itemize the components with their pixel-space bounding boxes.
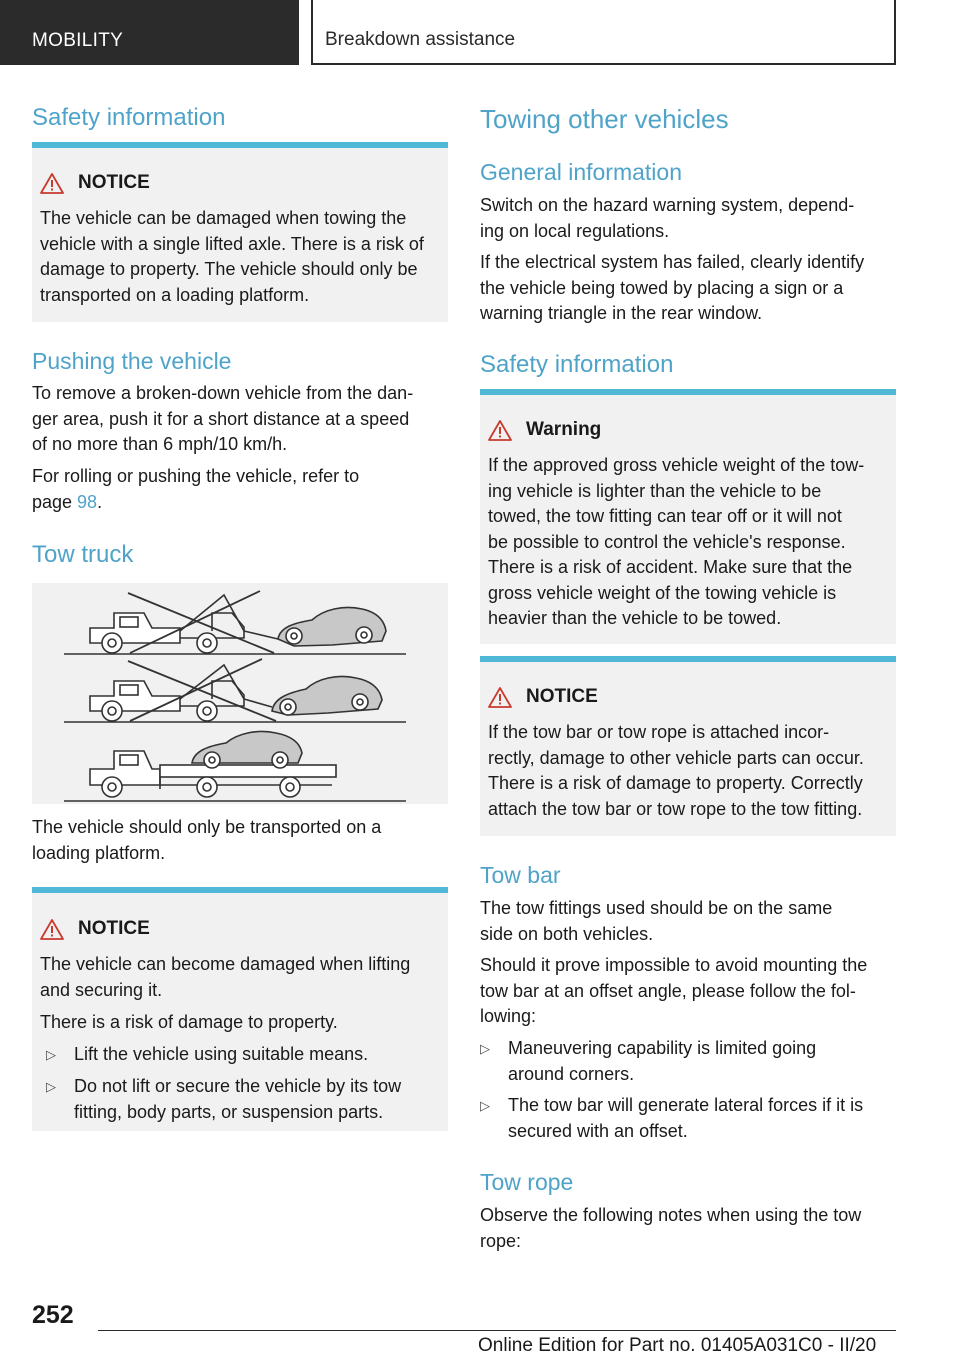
bullet-triangle-icon: ▷ [480, 1041, 490, 1056]
list-item-text [74, 1074, 442, 1125]
text-line: rectly, damage to other vehicle parts can occur. [488, 747, 864, 768]
tow-bar-paragraph-2 [480, 953, 896, 1030]
row-3-car [192, 731, 302, 768]
text-line: Observe the following notes when using the tow [480, 1205, 862, 1225]
warning-box-label: Warning [526, 419, 602, 440]
warning-triangle-icon [488, 687, 512, 708]
list-item-text [508, 1036, 896, 1087]
tow-rope-paragraph [480, 1203, 896, 1254]
notice-box-1-label: NOTICE [78, 172, 150, 193]
page-reference-link[interactable]: 98 [77, 491, 98, 512]
text-line: The tow bar will generate lateral forces if it is [508, 1095, 864, 1115]
text-fragment: . [97, 491, 103, 512]
header-chapter-label: Breakdown assistance [325, 29, 516, 50]
text-line: secured with an offset. [508, 1120, 688, 1141]
text-line: lowing: [480, 1006, 537, 1026]
text-line [32, 490, 448, 516]
pushing-heading: Pushing the vehicle [32, 348, 232, 374]
notice-box-3-label: NOTICE [526, 686, 598, 707]
text-line: transported on a loading platform. [40, 284, 310, 305]
text-line: tow bar at an offset angle, please follow the fol‐ [480, 980, 856, 1001]
text-line: If the electrical system has failed, clearly identify [480, 252, 865, 272]
row-2-wrecker [90, 665, 272, 721]
tow-rope-heading: Tow rope [480, 1169, 574, 1195]
text-line: and securing it. [40, 979, 163, 1000]
notice-box-3-header [488, 686, 598, 708]
tow-bar-heading: Tow bar [480, 862, 561, 888]
text-line: If the tow bar or tow rope is attached incor‐ [488, 722, 830, 742]
notice-box-2-label: NOTICE [78, 918, 150, 939]
text-line: Should it prove impossible to avoid mounting the [480, 955, 868, 975]
page-number: 252 [32, 1301, 74, 1329]
text-fragment: page [32, 491, 78, 512]
notice-box-2-header [40, 918, 150, 940]
general-info-heading: General information [480, 159, 682, 185]
pushing-paragraph [32, 381, 448, 458]
text-line: warning triangle in the rear window. [480, 303, 763, 323]
tow-bar-paragraph-1 [480, 896, 896, 947]
notice-box-2-risk: There is a risk of damage to property. [40, 1012, 338, 1032]
bullet-triangle-icon: ▷ [46, 1079, 56, 1094]
warning-triangle-icon [40, 919, 64, 940]
text-line: The vehicle can become damaged when lifting [40, 954, 411, 974]
notice-box-1-header [40, 172, 150, 194]
notice-box-1 [32, 142, 448, 322]
notice-box-2 [32, 887, 448, 1131]
text-line: be possible to control the vehicle's response. [488, 531, 846, 552]
text-line: heavier than the vehicle to be towed. [488, 608, 782, 628]
text-line: ger area, push it for a short distance at a speed [32, 408, 410, 429]
warning-triangle-icon [488, 420, 512, 441]
text-line: ing vehicle is lighter than the vehicle to be [488, 480, 822, 501]
text-line: damage to property. The vehicle should only be [40, 259, 418, 279]
bullet-triangle-icon: ▷ [46, 1047, 56, 1062]
towing-heading: Towing other vehicles [480, 104, 729, 134]
text-line: of no more than 6 mph/10 km/h. [32, 434, 288, 454]
rolling-paragraph [32, 464, 448, 515]
text-line: The vehicle can be damaged when towing the [40, 208, 407, 228]
tow-truck-diagram [32, 583, 448, 804]
text-line: There is a risk of accident. Make sure that the [488, 557, 853, 577]
header-section-tab [0, 0, 299, 65]
header-section-label: MOBILITY [32, 30, 124, 51]
general-paragraph-1 [480, 193, 896, 244]
row-2-car [272, 676, 382, 715]
text-line: The vehicle should only be transported on a [32, 817, 382, 837]
text-line: rope: [480, 1230, 522, 1251]
warning-box [480, 389, 896, 644]
notice-box-1-text [40, 206, 442, 308]
tow-truck-paragraph [32, 815, 448, 866]
notice-box-3 [480, 656, 896, 836]
text-line: attach the tow bar or tow rope to the tow fitting. [488, 798, 863, 819]
warning-box-text [488, 453, 890, 632]
header-chapter-tab [311, 0, 896, 65]
warning-triangle-icon [40, 173, 64, 194]
text-line: For rolling or pushing the vehicle, refer to [32, 466, 360, 486]
tow-truck-heading: Tow truck [32, 541, 134, 568]
text-line: fitting, body parts, or suspension parts. [74, 1101, 384, 1122]
text-line: ing on local regulations. [480, 220, 670, 241]
text-line: vehicle with a single lifted axle. There is a risk of [40, 233, 424, 254]
safety-heading-left: Safety information [32, 104, 226, 131]
text-line: Maneuvering capability is limited going [508, 1038, 817, 1058]
tow-truck-illustration [32, 583, 448, 804]
text-line: around corners. [508, 1063, 635, 1084]
footer-edition: Online Edition for Part no. 01405A031C0 - II/20 [478, 1335, 877, 1356]
bullet-triangle-icon: ▷ [480, 1098, 490, 1113]
text-line: If the approved gross vehicle weight of the tow‐ [488, 455, 865, 475]
text-line: towed, the tow fitting can tear off or it will not [488, 506, 842, 526]
list-item-text [508, 1093, 896, 1144]
text-line: the vehicle being towed by placing a sign or a [480, 277, 844, 298]
general-paragraph-2 [480, 250, 896, 327]
warning-box-header [488, 419, 601, 441]
text-line: side on both vehicles. [480, 923, 654, 944]
safety-heading-right: Safety information [480, 351, 674, 378]
row-1-wrecker [90, 595, 278, 653]
footer-divider [98, 1330, 896, 1331]
text-line: Switch on the hazard warning system, depend‐ [480, 195, 855, 215]
row-1-car [278, 607, 386, 646]
text-line: The tow fittings used should be on the same [480, 898, 833, 918]
list-item-text: Lift the vehicle using suitable means. [74, 1044, 369, 1064]
notice-box-3-text [488, 720, 890, 822]
text-line: Do not lift or secure the vehicle by its tow [74, 1076, 402, 1096]
text-line: To remove a broken-down vehicle from the dan‐ [32, 383, 414, 403]
notice-box-2-text [40, 952, 442, 1003]
text-line: loading platform. [32, 842, 166, 863]
text-line: There is a risk of damage to property. Correctly [488, 773, 863, 793]
text-line: gross vehicle weight of the towing vehicle is [488, 582, 837, 603]
